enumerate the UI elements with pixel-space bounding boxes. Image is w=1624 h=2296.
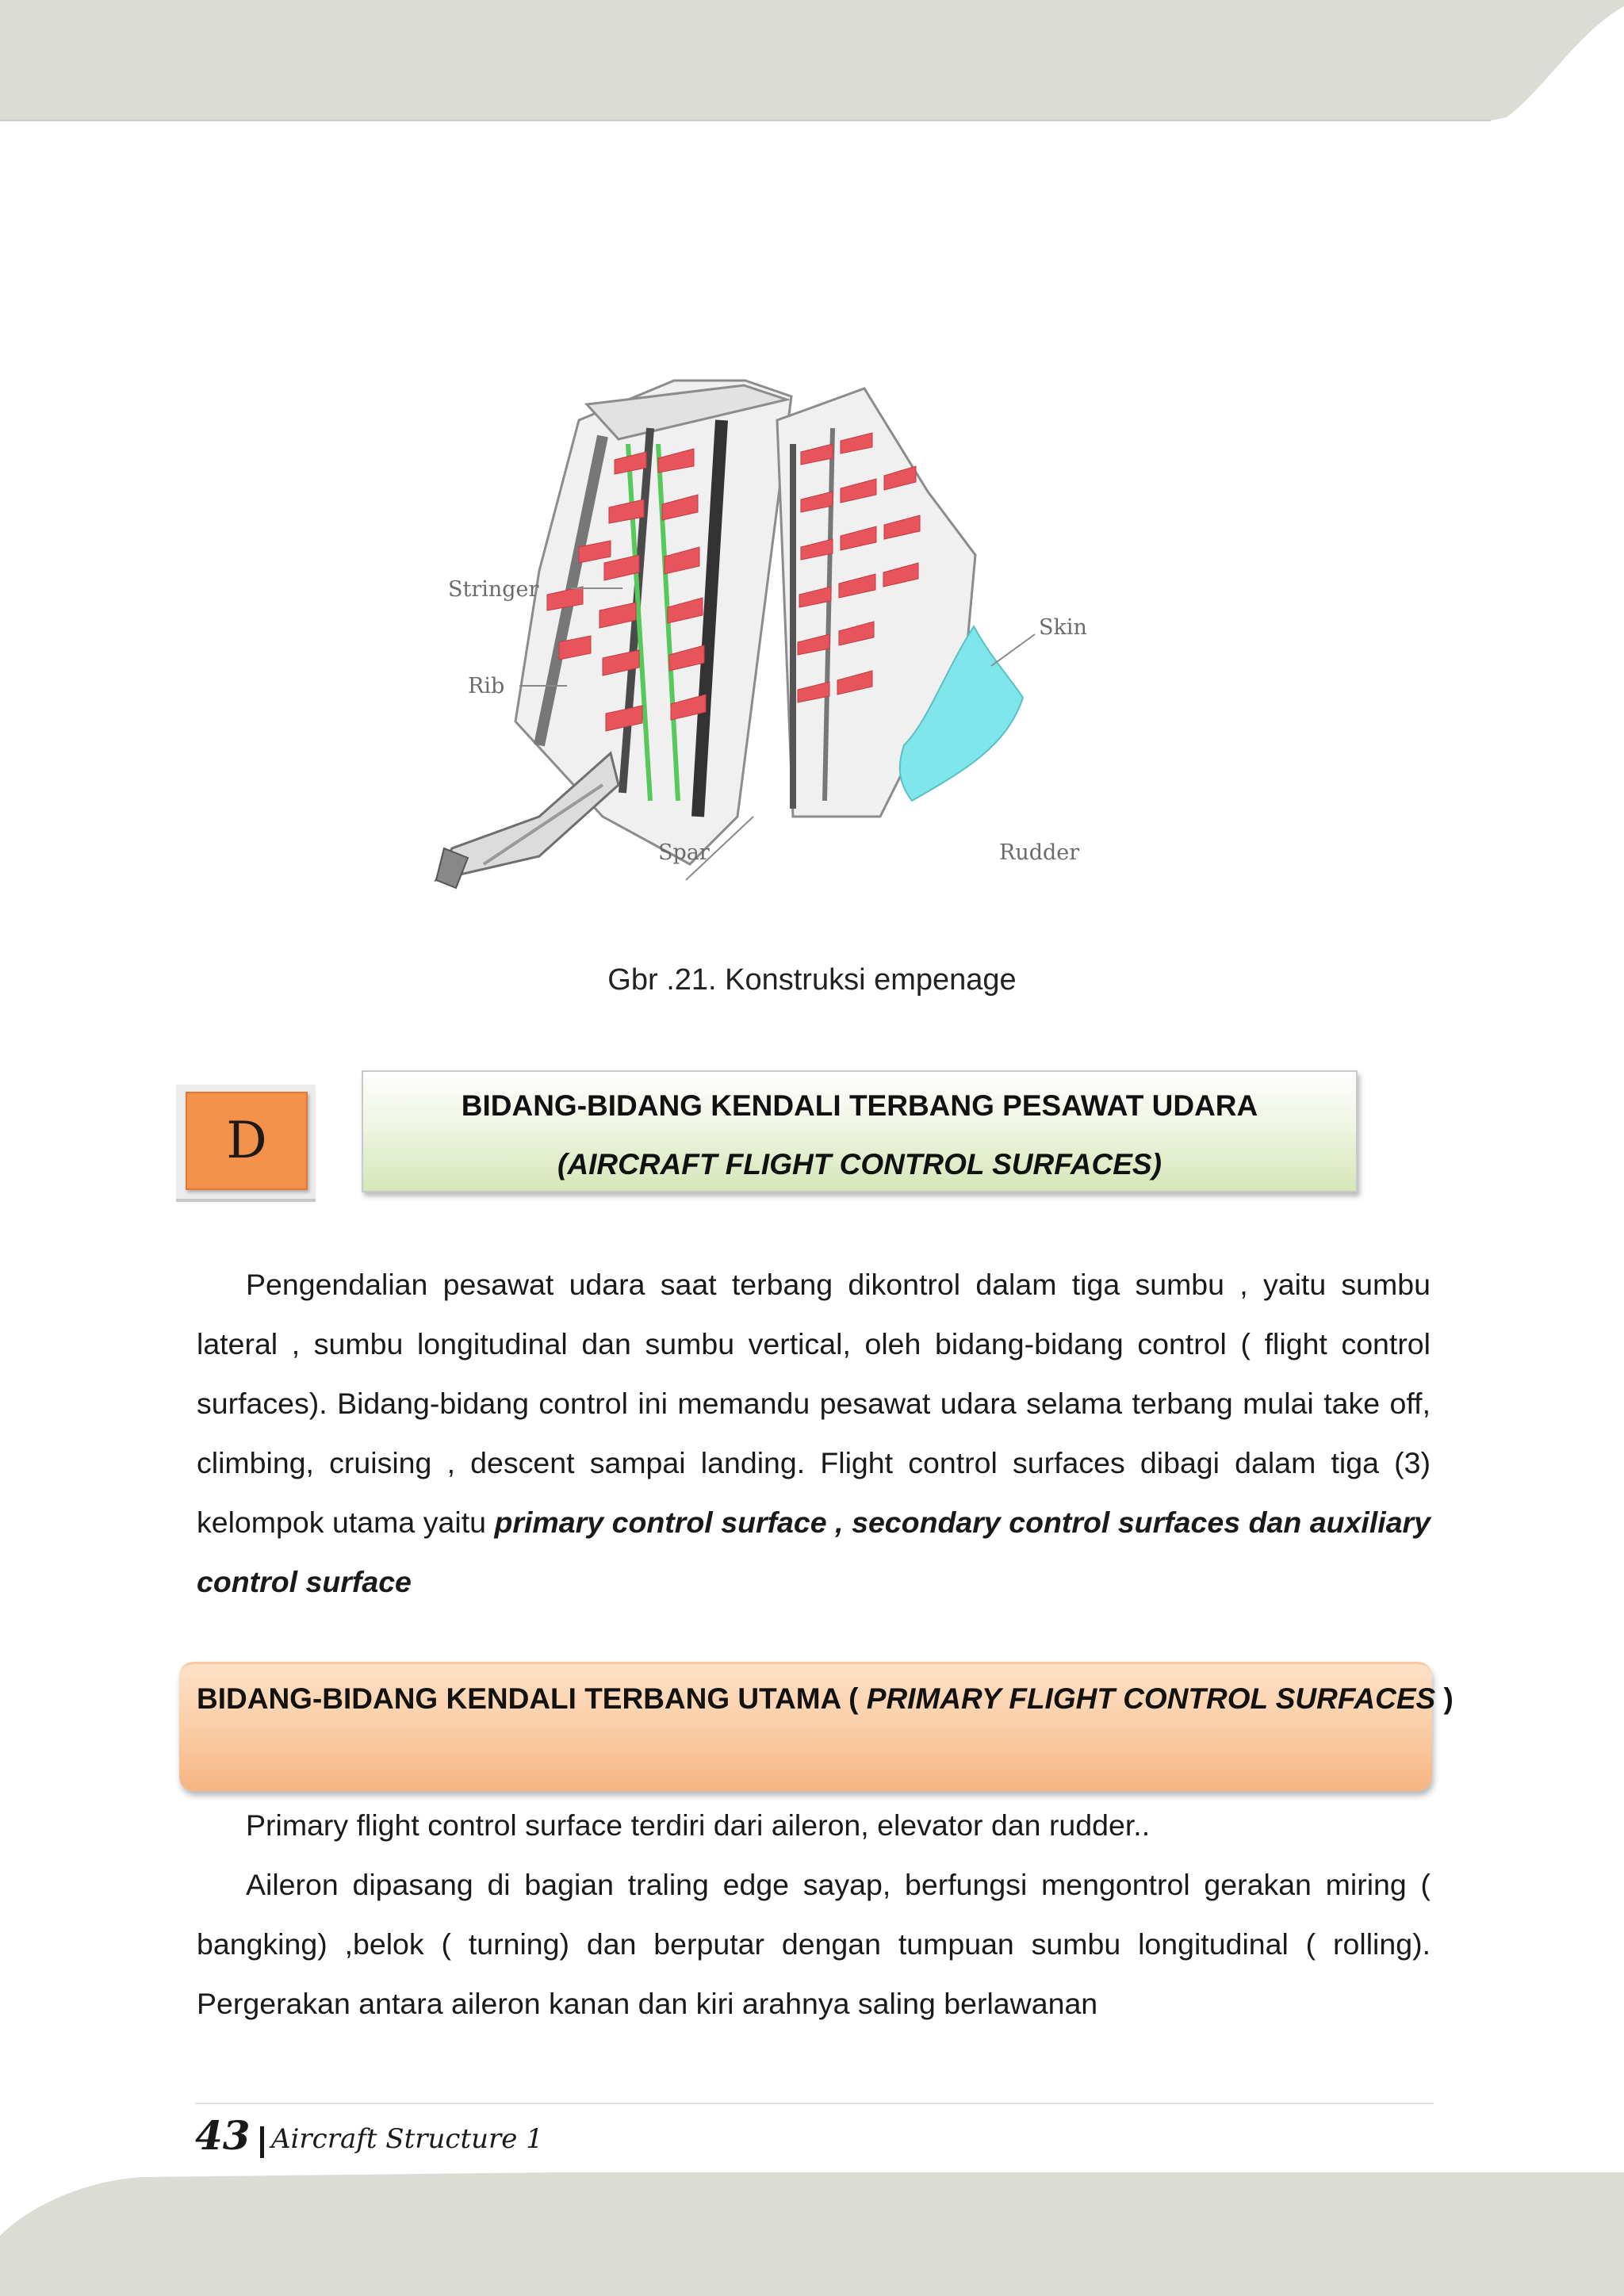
subsection-heading bbox=[197, 1682, 1454, 1716]
section-title-box bbox=[362, 1070, 1358, 1192]
subsection-heading-box bbox=[179, 1662, 1432, 1791]
paragraph-primary-surfaces: Primary flight control surface terdiri dari aileron, elevator dan rudder.. bbox=[246, 1808, 1151, 1842]
rudder bbox=[777, 388, 1023, 817]
subsection-heading-suffix: ) bbox=[1435, 1682, 1454, 1715]
section-title: BIDANG-BIDANG KENDALI TERBANG PESAWAT UDARA bbox=[461, 1089, 1258, 1122]
vertical-stabilizer bbox=[436, 381, 791, 888]
subsection-heading-italic: PRIMARY FLIGHT CONTROL SURFACES bbox=[866, 1682, 1436, 1715]
empennage-figure bbox=[420, 373, 1253, 896]
intro-text: Pengendalian pesawat udara saat terbang dikontrol dalam tiga sumbu , yaitu sumbu lateral , sumbu longitudinal dan sumbu vertical, oleh bidang-bidang control ( flight control surfaces). Bidang-bidang control ini memandu pesawat udara selama terbang mulai take off, climbing, cruising , descent sampai landing. Flight control surfaces dibagi dalam tiga (3) kelompok utama yaitu bbox=[197, 1268, 1431, 1539]
header-band bbox=[0, 0, 1624, 127]
figure-caption: Gbr .21. Konstruksi empenage bbox=[607, 963, 1017, 997]
footer-book-title: Aircraft Structure 1 bbox=[271, 2123, 543, 2155]
footer-divider bbox=[195, 2103, 1434, 2104]
label-spar: Spar bbox=[658, 840, 710, 865]
paragraph-aileron: Aileron dipasang di bagian traling edge sayap, berfungsi mengontrol gerakan miring ( bangking) ,belok ( turning) dan berputar dengan tumpuan sumbu longitudinal ( rolling). Pergerakan antara aileron kanan dan kiri arahnya saling berlawanan bbox=[197, 1868, 1431, 2020]
section-subtitle: (AIRCRAFT FLIGHT CONTROL SURFACES) bbox=[557, 1148, 1162, 1181]
label-rudder: Rudder bbox=[999, 840, 1080, 865]
label-stringer: Stringer bbox=[448, 577, 539, 602]
label-rib: Rib bbox=[468, 674, 505, 698]
label-skin: Skin bbox=[1039, 615, 1087, 640]
footer-band bbox=[0, 2141, 1624, 2296]
subsection-heading-prefix: BIDANG-BIDANG KENDALI TERBANG UTAMA ( bbox=[197, 1682, 867, 1715]
intro-paragraph bbox=[197, 1255, 1431, 1612]
page-number: 43 bbox=[195, 2112, 251, 2159]
section-letter: D bbox=[186, 1092, 308, 1190]
intro-emphasis: primary control surface , secondary control surfaces dan auxiliary control surface bbox=[197, 1506, 1431, 1598]
